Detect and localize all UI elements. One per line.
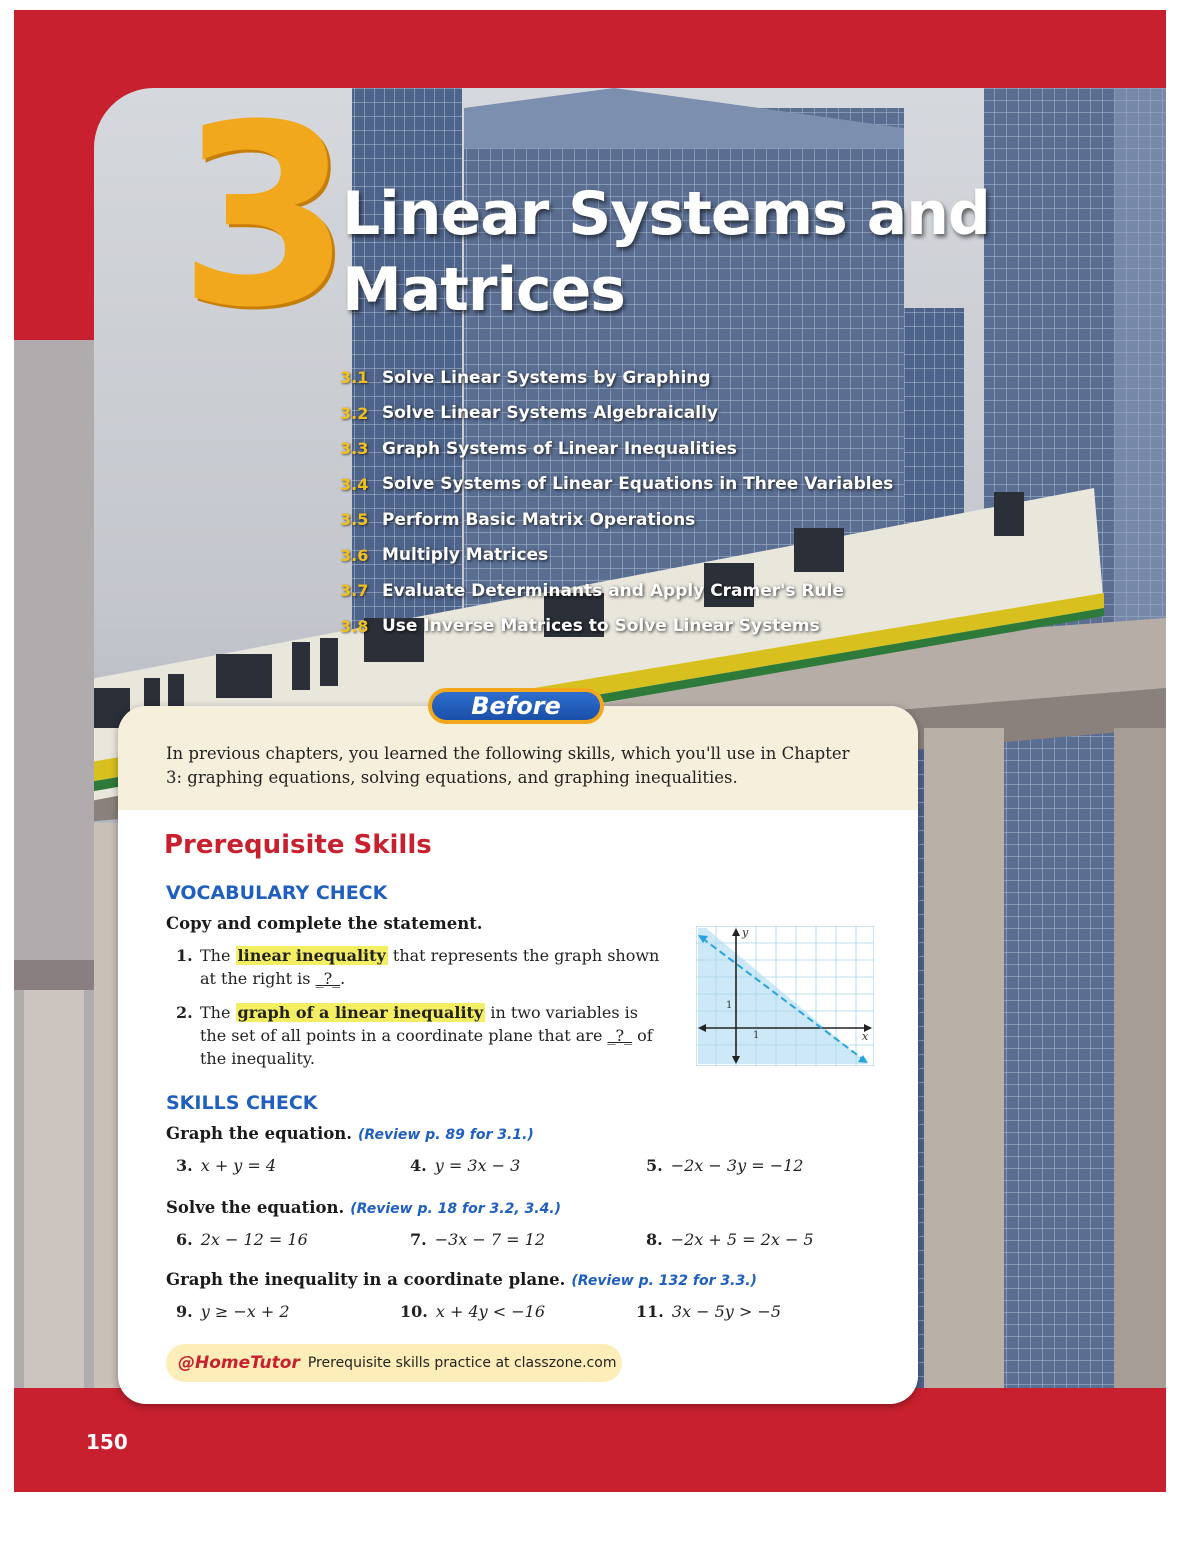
lesson-item[interactable] [340,467,893,503]
lesson-number: 3.1 [340,368,369,388]
vocabulary-instruction: Copy and complete the statement. [166,914,483,933]
item-number: 10. [400,1302,428,1321]
lesson-number: 3.6 [340,545,369,565]
lesson-title: Solve Linear Systems by Graphing [382,367,711,388]
y-tick-label: 1 [726,1000,733,1011]
lesson-item[interactable] [340,431,893,467]
vocab-term-highlight: graph of a linear inequality [237,1003,484,1022]
item-number: 3. [176,1156,193,1175]
item-expression: y ≥ −x + 2 [200,1302,290,1321]
lesson-item[interactable] [340,573,893,609]
before-intro: In previous chapters, you learned the following skills, which you'll use in Chapter 3: graphing equations, solving equations, and graphing inequalities. [166,744,850,787]
exercise-item [646,1230,814,1249]
item-expression: y = 3x − 3 [434,1156,521,1175]
hometutor-brand: @HomeTutor [178,1353,300,1373]
exercise-item [176,1156,276,1175]
skills-check-heading: SKILLS CHECK [166,1092,318,1114]
answer-blank: _?_ [315,969,341,988]
lesson-list [340,360,893,644]
lesson-item[interactable] [340,538,893,574]
y-axis-label: y [742,926,749,939]
item-number: 9. [176,1302,193,1321]
before-badge [428,688,604,724]
review-reference: (Review p. 132 for 3.3.) [571,1273,757,1289]
exercise-item [646,1156,803,1175]
hometutor-link[interactable] [166,1344,622,1382]
inequality-graph [696,926,874,1066]
x-axis-label: x [862,1030,869,1043]
item-expression: −3x − 7 = 12 [434,1230,546,1249]
left-photo-strip [14,340,94,1388]
hometutor-text: Prerequisite skills practice at classzone.com [307,1355,617,1371]
lesson-title: Solve Linear Systems Algebraically [382,403,719,424]
exercise-item [176,1302,290,1321]
lesson-number: 3.3 [340,439,369,459]
exercise-item [410,1230,545,1249]
lesson-number: 3.4 [340,474,369,494]
lesson-title: Graph Systems of Linear Inequalities [382,438,737,459]
lesson-number: 3.2 [340,403,369,423]
item-number: 7. [410,1230,427,1249]
skills-instruction [166,1124,534,1143]
item-number: 2. [176,1003,193,1022]
item-text: The [200,1003,236,1022]
lesson-title: Multiply Matrices [382,545,549,566]
review-reference: (Review p. 89 for 3.1.) [357,1127,534,1143]
lesson-number: 3.7 [340,581,369,601]
item-expression: −2x + 5 = 2x − 5 [670,1230,814,1249]
prerequisite-card [118,706,918,1404]
item-number: 1. [176,946,193,965]
lesson-number: 3.8 [340,616,369,636]
item-number: 4. [410,1156,427,1175]
item-expression: x + 4y < −16 [435,1302,546,1321]
vocabulary-check-heading: VOCABULARY CHECK [166,882,388,904]
skills-instruction [166,1270,757,1289]
exercise-item [400,1302,545,1321]
answer-blank: _?_ [607,1026,633,1045]
item-text: The [200,946,236,965]
item-text: that represents the graph shown at the right is [200,946,660,988]
item-expression: 3x − 5y > −5 [671,1302,782,1321]
exercise-item [410,1156,520,1175]
instruction-text: Graph the equation. [166,1124,352,1143]
vocab-item-2 [176,1001,666,1070]
item-text: in two variables is the set of all points in a coordinate plane that are [200,1003,639,1045]
chapter-title: Linear Systems and Matrices [342,179,990,325]
lesson-title: Use Inverse Matrices to Solve Linear Systems [382,616,820,637]
exercise-item [176,1230,308,1249]
lesson-item[interactable] [340,360,893,396]
before-label: Before [432,692,600,720]
exercise-item [636,1302,781,1321]
lesson-title: Evaluate Determinants and Apply Cramer's Rule [382,580,844,601]
skills-instruction [166,1198,561,1217]
lesson-title: Perform Basic Matrix Operations [382,509,696,530]
lesson-item[interactable] [340,502,893,538]
item-number: 11. [636,1302,664,1321]
item-text: . [340,969,346,988]
item-expression: −2x − 3y = −12 [670,1156,804,1175]
item-expression: 2x − 12 = 16 [200,1230,308,1249]
review-reference: (Review p. 18 for 3.2, 3.4.) [350,1201,562,1217]
lesson-number: 3.5 [340,510,369,530]
lesson-item[interactable] [340,396,893,432]
instruction-text: Solve the equation. [166,1198,345,1217]
lesson-title: Solve Systems of Linear Equations in Three Variables [382,474,894,495]
prerequisite-heading: Prerequisite Skills [164,830,432,860]
vocab-item-1 [176,944,666,990]
item-expression: x + y = 4 [200,1156,277,1175]
page-number: 150 [86,1430,128,1454]
vocab-term-highlight: linear inequality [237,946,386,965]
item-number: 8. [646,1230,663,1249]
instruction-text: Graph the inequality in a coordinate plane. [166,1270,566,1289]
item-number: 6. [176,1230,193,1249]
x-tick-label: 1 [753,1030,760,1041]
item-number: 5. [646,1156,663,1175]
lesson-item[interactable] [340,609,893,645]
chapter-number: 3 [178,71,352,362]
item-text: of the inequality. [200,1026,653,1068]
